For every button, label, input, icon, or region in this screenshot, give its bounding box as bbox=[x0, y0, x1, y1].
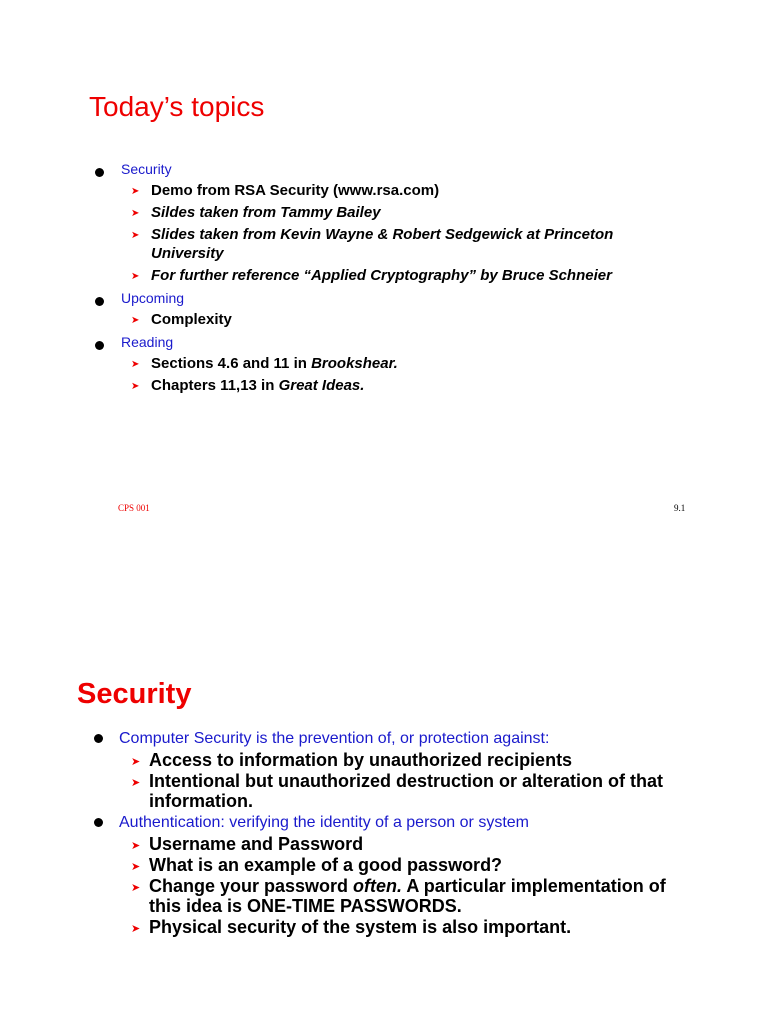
bullet-dot-icon bbox=[95, 168, 104, 177]
sub-bullet-text: A particular implementation of this idea is ONE-TIME PASSWORDS. bbox=[149, 876, 666, 916]
sub-bullet-text: Username and Password bbox=[149, 834, 364, 854]
sub-bullet-text: Sections 4.6 and 11 in bbox=[151, 355, 312, 372]
topic-list bbox=[95, 159, 655, 398]
sub-bullet-list bbox=[119, 750, 693, 811]
sub-bullet-item bbox=[121, 203, 655, 222]
slide-title: Security bbox=[77, 678, 192, 710]
sub-bullet-text: Slides taken from Kevin Wayne & Robert Sedgewick at Princeton University bbox=[151, 226, 614, 262]
sub-bullet-item bbox=[119, 876, 693, 916]
arrow-bullet-icon: ➤ bbox=[131, 271, 140, 282]
bullet-item bbox=[95, 159, 655, 285]
bullet-label: Reading bbox=[121, 334, 174, 350]
sub-bullet-item bbox=[121, 310, 655, 329]
sub-bullet-item bbox=[119, 834, 693, 854]
arrow-bullet-icon: ➤ bbox=[131, 230, 140, 241]
arrow-bullet-icon: ➤ bbox=[131, 881, 141, 894]
sub-bullet-text: Complexity bbox=[151, 311, 232, 328]
bullet-item bbox=[93, 812, 693, 937]
sub-bullet-item bbox=[119, 855, 693, 875]
bullet-dot-icon bbox=[95, 341, 104, 350]
sub-bullet-text: Change your password bbox=[149, 876, 354, 896]
arrow-bullet-icon: ➤ bbox=[131, 359, 140, 370]
bullet-label: Authentication: verifying the identity of a person or system bbox=[119, 814, 529, 831]
sub-bullet-item bbox=[121, 354, 655, 373]
slide-number: 9.1 bbox=[674, 503, 686, 513]
sub-bullet-item bbox=[119, 771, 693, 811]
sub-bullet-list bbox=[119, 834, 693, 937]
arrow-bullet-icon: ➤ bbox=[131, 776, 141, 789]
bullet-item bbox=[95, 288, 655, 329]
sub-bullet-item bbox=[121, 225, 655, 263]
bullet-dot-icon bbox=[95, 297, 104, 306]
bullet-label: Security bbox=[121, 161, 172, 177]
sub-bullet-text: often. bbox=[353, 876, 403, 896]
bullet-label: Upcoming bbox=[121, 290, 185, 306]
sub-bullet-text: Brookshear. bbox=[311, 355, 398, 372]
bullet-dot-icon bbox=[94, 734, 103, 743]
arrow-bullet-icon: ➤ bbox=[131, 839, 141, 852]
arrow-bullet-icon: ➤ bbox=[131, 381, 140, 392]
sub-bullet-item bbox=[119, 750, 693, 770]
sub-bullet-item bbox=[121, 376, 655, 395]
sub-bullet-text: Access to information by unauthorized recipients bbox=[149, 750, 573, 770]
sub-bullet-list bbox=[121, 310, 655, 329]
bullet-label: Computer Security is the prevention of, or protection against: bbox=[119, 730, 550, 747]
arrow-bullet-icon: ➤ bbox=[131, 315, 140, 326]
sub-bullet-list bbox=[121, 354, 655, 395]
sub-bullet-text: Physical security of the system is also important. bbox=[149, 917, 572, 937]
arrow-bullet-icon: ➤ bbox=[131, 922, 141, 935]
course-code: CPS 001 bbox=[118, 503, 150, 513]
sub-bullet-text: What is an example of a good password? bbox=[149, 855, 503, 875]
arrow-bullet-icon: ➤ bbox=[131, 186, 140, 197]
bullet-item bbox=[95, 332, 655, 395]
sub-bullet-text: Intentional but unauthorized destruction or alteration of that information. bbox=[149, 771, 663, 811]
sub-bullet-text: For further reference “Applied Cryptography” by Bruce Schneier bbox=[151, 267, 612, 284]
arrow-bullet-icon: ➤ bbox=[131, 755, 141, 768]
sub-bullet-item bbox=[121, 266, 655, 285]
sub-bullet-list bbox=[121, 181, 655, 285]
arrow-bullet-icon: ➤ bbox=[131, 208, 140, 219]
sub-bullet-item bbox=[119, 917, 693, 937]
sub-bullet-text: Sildes taken from Tammy Bailey bbox=[151, 204, 381, 221]
security-list bbox=[93, 728, 693, 938]
slide-title: Today’s topics bbox=[89, 91, 265, 122]
sub-bullet-text: Demo from RSA Security (www.rsa.com) bbox=[151, 182, 440, 199]
sub-bullet-text: Chapters 11,13 in bbox=[151, 377, 279, 394]
bullet-dot-icon bbox=[94, 818, 103, 827]
sub-bullet-text: Great Ideas. bbox=[278, 377, 365, 394]
bullet-item bbox=[93, 728, 693, 811]
arrow-bullet-icon: ➤ bbox=[131, 860, 141, 873]
sub-bullet-item bbox=[121, 181, 655, 200]
